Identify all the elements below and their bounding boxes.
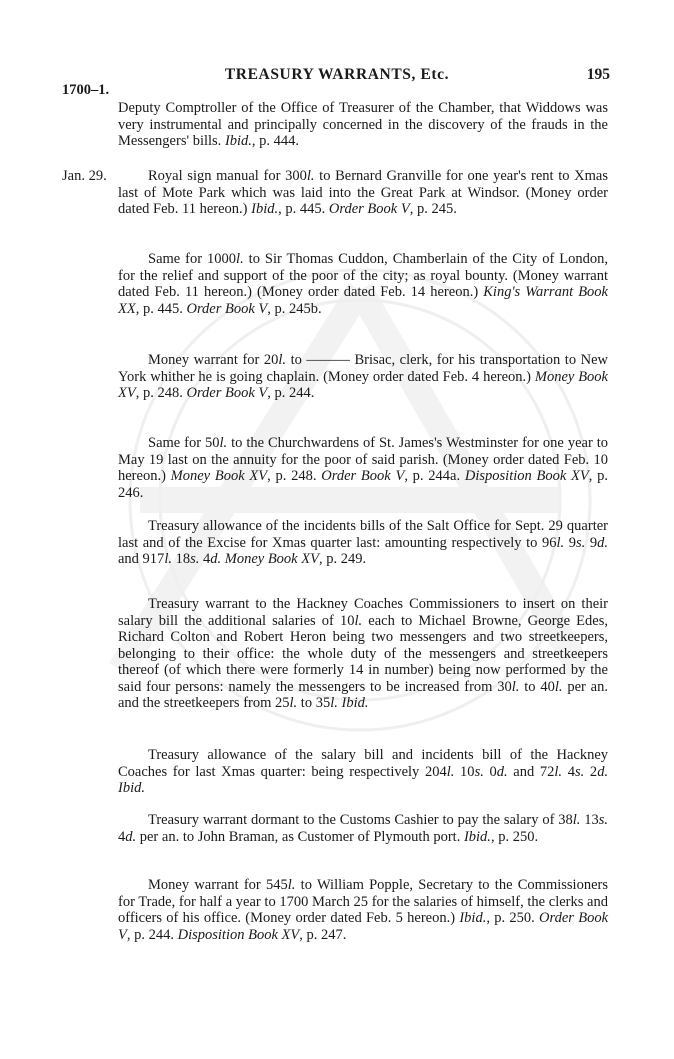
italic-reference: Ibid. bbox=[224, 133, 252, 149]
text-run: 18 bbox=[171, 551, 191, 567]
italic-reference: Order Book V bbox=[328, 201, 410, 217]
text-run: 2 bbox=[584, 763, 598, 780]
entry-paragraph bbox=[118, 100, 608, 150]
entry-paragraph bbox=[118, 251, 608, 317]
text-run: , p. 249. bbox=[318, 551, 367, 567]
italic-reference: l. bbox=[278, 352, 287, 368]
text-run: Same for 50 bbox=[148, 435, 220, 451]
text-run: Treasury allowance of the salary bill and incidents bill of the Hackney Coaches for last Xmas quarter: being respectively 204 bbox=[118, 747, 608, 780]
text-run: , p. 245. bbox=[409, 201, 457, 217]
text-run: , p. 445. bbox=[135, 300, 187, 317]
text-run: , p. 250. bbox=[490, 828, 539, 845]
text-run: Money warrant for 20 bbox=[148, 352, 279, 368]
text-run: Money warrant for 545 bbox=[148, 877, 288, 893]
text-run: , p. 246. bbox=[118, 468, 609, 501]
text-run: to the Churchwardens of St. James's Westminster for one year to May 19 last on the annuity for the poor of said parish. (Money order dated Feb. 10 hereon.) bbox=[118, 435, 608, 484]
italic-reference: l. bbox=[554, 763, 563, 780]
year-label: 1700–1. bbox=[62, 82, 110, 98]
text-run: 0 bbox=[483, 763, 497, 780]
text-run: per an. and the streetkeepers from 25 bbox=[118, 678, 608, 711]
text-run: to 40 bbox=[519, 678, 555, 695]
italic-reference: l. bbox=[236, 251, 244, 267]
text-run: Treasury warrant dormant to the Customs Cashier to pay the salary of 38 bbox=[148, 812, 573, 828]
text-run: Treasury allowance of the incidents bills of the Salt Office for Sept. 29 quarter last and of the Excise for Xmas quarter last: amounting respectively to 96 bbox=[118, 518, 608, 551]
italic-reference: l. bbox=[446, 763, 455, 780]
entry-paragraph bbox=[118, 518, 608, 568]
italic-reference: Money Book XV bbox=[170, 468, 268, 484]
entry-paragraph bbox=[118, 168, 608, 218]
text-run: , p. 245b. bbox=[267, 300, 322, 317]
text-run: and 72 bbox=[507, 763, 555, 780]
italic-reference: Ibid. bbox=[251, 201, 279, 217]
italic-reference: Disposition Book XV bbox=[177, 926, 300, 943]
italic-reference: Money Book XV bbox=[118, 368, 608, 401]
text-run: 9 bbox=[585, 534, 598, 551]
text-run: to 35 bbox=[297, 695, 331, 711]
text-run: per an. to John Braman, as Customer of Plymouth port. bbox=[136, 828, 464, 845]
text-run: 13 bbox=[580, 812, 599, 828]
entry-paragraph bbox=[118, 435, 608, 501]
italic-reference: Order Book V bbox=[186, 385, 268, 401]
text-run: , p. 247. bbox=[299, 926, 347, 943]
italic-reference: l. bbox=[219, 435, 228, 451]
text-run: , p. 250. bbox=[486, 910, 540, 926]
italic-reference: Ibid. bbox=[118, 780, 145, 796]
italic-reference: l. bbox=[572, 812, 581, 828]
text-run: 4 bbox=[199, 551, 211, 567]
text-run: Same for 1000 bbox=[148, 251, 237, 267]
text-run: Deputy Comptroller of the Office of Treasurer of the Chamber, that Widdows was very instrumental and principally concerned in the discovery of the frauds in the Messengers' bills. bbox=[118, 100, 608, 149]
italic-reference: Ibid. bbox=[459, 910, 487, 926]
entry-paragraph bbox=[118, 596, 608, 712]
text-run: Royal sign manual for 300 bbox=[148, 168, 307, 184]
text-run: to Sir Thomas Cuddon, Chamberlain of the City of London, for the relief and support of the poor of the city; as royal bounty. (Money warrant dated Feb. 11 hereon.) (Money order dated Feb. 14 hereon.) bbox=[118, 251, 608, 300]
italic-reference: d. bbox=[125, 828, 137, 845]
italic-reference: l. bbox=[330, 695, 338, 711]
italic-reference: s. bbox=[190, 551, 200, 567]
entry-paragraph bbox=[118, 877, 608, 943]
italic-reference: s. bbox=[576, 534, 586, 551]
text-run: , p. 244. bbox=[126, 926, 178, 943]
italic-reference: d. bbox=[597, 763, 609, 780]
italic-reference: l. bbox=[554, 678, 563, 695]
text-run: , p. 244a. bbox=[404, 468, 465, 484]
italic-reference: l. bbox=[287, 877, 296, 893]
entry-paragraph bbox=[118, 812, 608, 845]
text-run: and 917 bbox=[118, 551, 165, 567]
text-run: 10 bbox=[454, 763, 475, 780]
italic-reference: d. bbox=[496, 763, 508, 780]
text-run: Treasury warrant to the Hackney Coaches Commissioners to insert on their salary bill the additional salaries of 10 bbox=[118, 596, 608, 629]
entry-paragraph bbox=[118, 747, 608, 797]
italic-reference: Order Book V bbox=[321, 468, 405, 484]
text-run: 4 bbox=[562, 763, 575, 780]
italic-reference: King's Warrant Book XX bbox=[118, 284, 608, 317]
italic-reference: Order Book V bbox=[186, 300, 268, 317]
italic-reference: l. bbox=[354, 612, 363, 629]
italic-reference: s. bbox=[598, 812, 608, 828]
italic-reference: d. bbox=[597, 534, 609, 551]
page-title: TREASURY WARRANTS, Etc. bbox=[224, 66, 450, 83]
text-run: each to Michael Browne, George Edes, Richard Colton and Robert Heron being two messengers and two streetkeepers, belonging to their office: the whole duty of the messengers and streetkeepers thereof (of which there were formerly 14 in number) being now performed by the said four persons: namely the messengers to be increased from 30 bbox=[118, 612, 608, 695]
italic-reference: l. bbox=[511, 678, 520, 695]
text-run: to William Popple, Secretary to the Commissioners for Trade, for half a year to 1700 March 25 for the salaries of himself, the clerks and officers of his office. (Money order dated Feb. 5 hereon.) bbox=[118, 877, 608, 926]
italic-reference: l. bbox=[556, 534, 565, 551]
text-run: , p. 248. bbox=[135, 385, 187, 401]
italic-reference: s. bbox=[574, 763, 585, 780]
text-run: to Bernard Granville for one year's rent to Xmas last of Mote Park which was laid into the Great Park at Windsor. (Money order dated Feb. 11 hereon.) bbox=[118, 168, 608, 217]
text-run: 9 bbox=[564, 534, 577, 551]
text-run: , p. 444. bbox=[251, 133, 300, 149]
text-run: , p. 445. bbox=[278, 201, 329, 217]
italic-reference: s. bbox=[474, 763, 484, 780]
entry-date: Jan. 29. bbox=[62, 168, 107, 184]
text-run: , p. 244. bbox=[267, 385, 315, 401]
italic-reference: l. bbox=[306, 168, 315, 184]
text-run: to ——— Brisac, clerk, for his transportation to New York whither he is going chaplain. (Money order dated Feb. 4 hereon.) bbox=[118, 352, 608, 385]
italic-reference: d. bbox=[210, 551, 222, 567]
italic-reference: Ibid. bbox=[463, 828, 491, 845]
text-run: , p. 248. bbox=[267, 468, 322, 484]
entry-paragraph bbox=[118, 352, 608, 402]
page-number: 195 bbox=[586, 66, 610, 83]
italic-reference: Order Book V bbox=[118, 910, 609, 943]
italic-reference: l. bbox=[164, 551, 172, 567]
text-run: 4 bbox=[118, 828, 126, 845]
italic-reference: Disposition Book XV bbox=[464, 468, 589, 484]
italic-reference: l. bbox=[289, 695, 298, 711]
italic-reference: Ibid. bbox=[341, 695, 369, 711]
italic-reference: Money Book XV bbox=[224, 551, 319, 567]
